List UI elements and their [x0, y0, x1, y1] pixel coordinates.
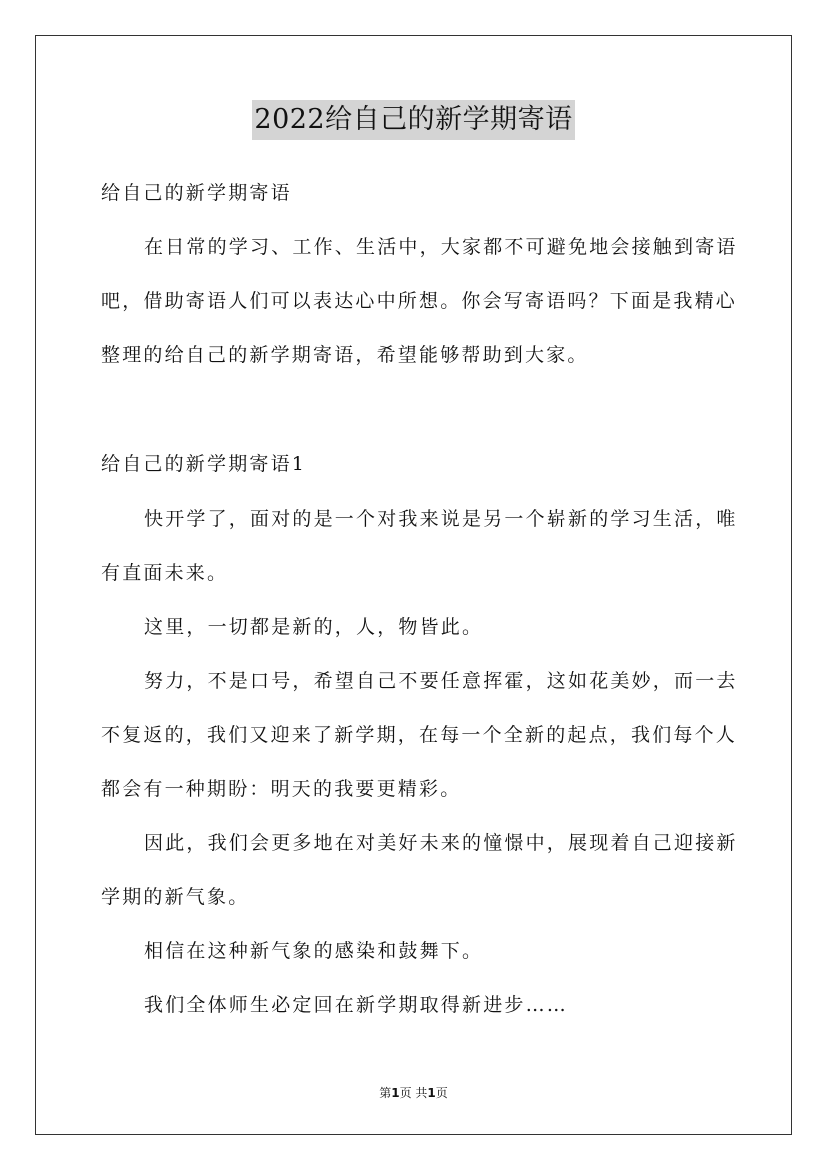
document-title: 2022给自己的新学期寄语: [252, 100, 574, 140]
body-line-6: 都会有一种期盼：明天的我要更精彩。: [101, 778, 462, 800]
page-mid: 页 共: [399, 1086, 428, 1100]
body-line-8: 学期的新气象。: [101, 886, 250, 908]
page-footer: [0, 1084, 827, 1101]
intro-line-3: 整理的给自己的新学期寄语，希望能够帮助到大家。: [101, 344, 589, 366]
section-heading: 给自己的新学期寄语1: [101, 453, 307, 475]
page-total: 1: [427, 1086, 436, 1100]
body-line-2: 有直面未来。: [101, 562, 229, 584]
page-suffix: 页: [435, 1086, 448, 1100]
body-line-5: 不复返的，我们又迎来了新学期，在每一个全新的起点，我们每个人: [101, 724, 738, 746]
page-prefix: 第: [379, 1086, 392, 1100]
body-line-9: 相信在这种新气象的感染和鼓舞下。: [144, 940, 484, 962]
document-subtitle: 给自己的新学期寄语: [101, 182, 292, 204]
intro-line-2: 吧，借助寄语人们可以表达心中所想。你会写寄语吗？下面是我精心: [101, 290, 738, 312]
body-line-7: 因此，我们会更多地在对美好未来的憧憬中，展现着自己迎接新: [144, 832, 738, 854]
body-line-10: 我们全体师生必定回在新学期取得新进步……: [144, 994, 569, 1016]
body-line-4: 努力，不是口号，希望自己不要任意挥霍，这如花美妙，而一去: [144, 670, 738, 692]
intro-line-1: 在日常的学习、工作、生活中，大家都不可避免地会接触到寄语: [144, 236, 738, 258]
title-container: [0, 100, 827, 140]
body-line-1: 快开学了，面对的是一个对我来说是另一个崭新的学习生活，唯: [144, 508, 738, 530]
body-line-3: 这里，一切都是新的，人，物皆此。: [144, 616, 484, 638]
page-current: 1: [391, 1086, 400, 1100]
